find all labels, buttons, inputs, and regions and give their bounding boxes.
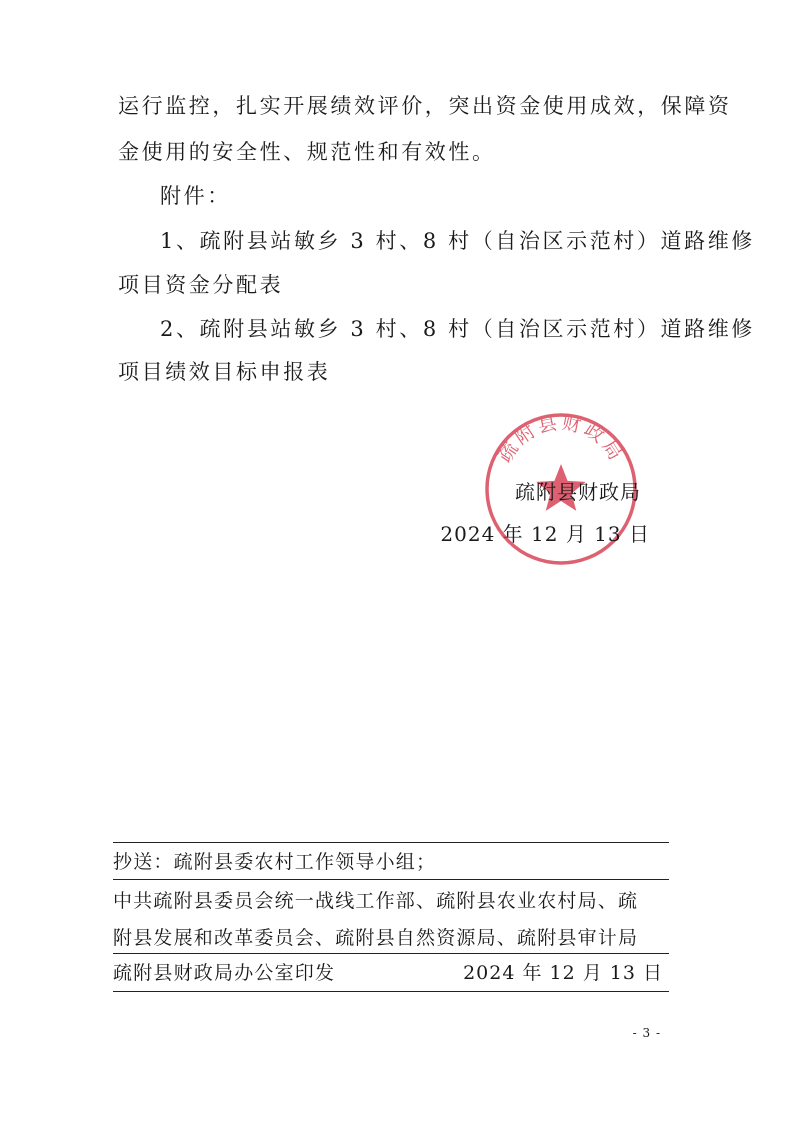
attachment-1-line-2: 项目资金分配表 bbox=[118, 273, 284, 297]
seal-text: 疏附县财政局 bbox=[494, 411, 628, 467]
cc-line-1: 抄送：疏附县委农村工作领导小组； bbox=[113, 851, 437, 873]
cc-divider-2 bbox=[113, 953, 669, 954]
attachment-1-line-1: 1、疏附县站敏乡 3 村、8 村（自治区示范村）道路维修 bbox=[160, 229, 755, 253]
cc-line-3: 附县发展和改革委员会、疏附县自然资源局、疏附县审计局 bbox=[113, 927, 639, 949]
signature-date: 2024 年 12 月 13 日 bbox=[440, 522, 650, 546]
cc-top-rule bbox=[113, 842, 669, 843]
svg-text:疏附县财政局 bbox=[494, 412, 628, 467]
cc-divider-1 bbox=[113, 879, 669, 880]
attachment-2-line-2: 项目绩效目标申报表 bbox=[118, 360, 331, 384]
attachment-2-line-1: 2、疏附县站敏乡 3 村、8 村（自治区示范村）道路维修 bbox=[160, 317, 755, 341]
cc-bottom-rule bbox=[113, 991, 669, 992]
signature-org: 疏附县财政局 bbox=[515, 480, 641, 504]
cc-line-2: 中共疏附县委员会统一战线工作部、疏附县农业农村局、疏 bbox=[113, 890, 639, 912]
page-number: - 3 - bbox=[632, 1026, 661, 1040]
cc-issue-date: 2024 年 12 月 13 日 bbox=[463, 962, 663, 984]
cc-issuer: 疏附县财政局办公室印发 bbox=[113, 962, 336, 984]
body-line-2: 金使用的安全性、规范性和有效性。 bbox=[118, 140, 496, 164]
attachments-label: 附件： bbox=[160, 184, 231, 208]
body-line-1: 运行监控，扎实开展绩效评价，突出资金使用成效，保障资 bbox=[118, 94, 732, 118]
